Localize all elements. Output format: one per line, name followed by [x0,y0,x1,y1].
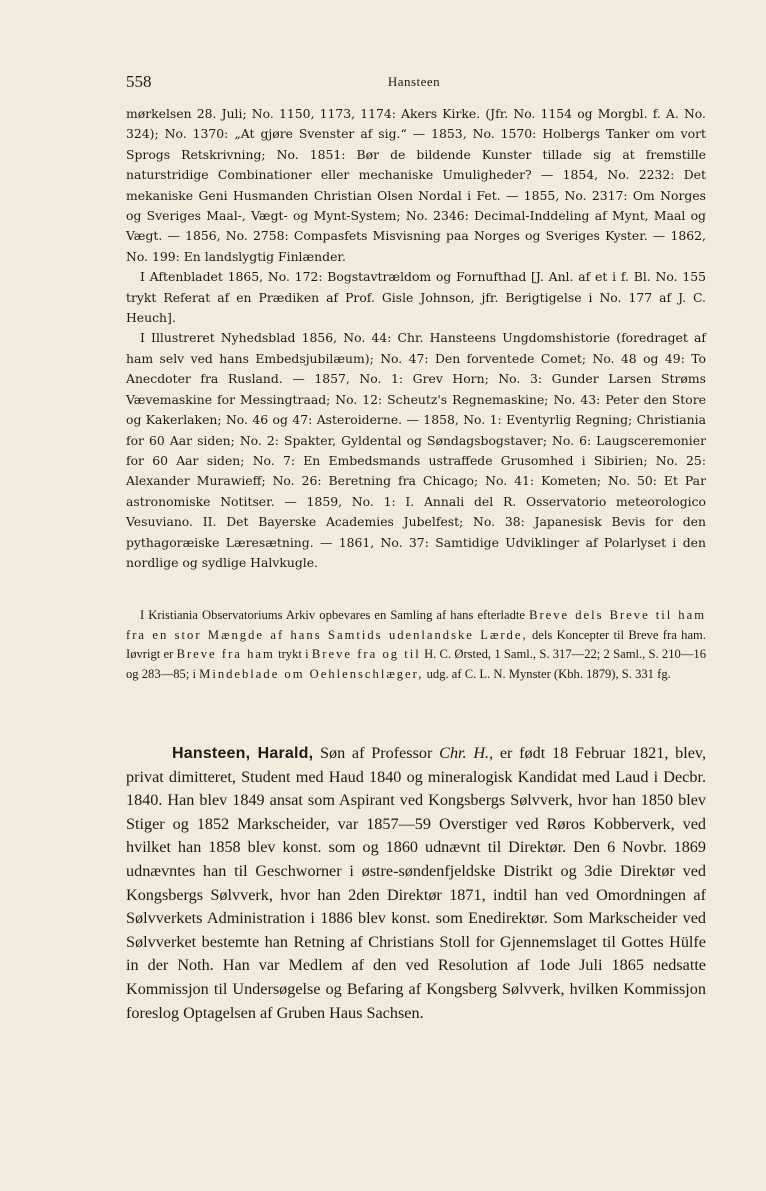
running-head: Hansteen [387,74,441,89]
note-spaced-text: Breve dels Breve til ham fra en stor Mængde af hans Samtids udenlandske Lærde, [126,608,706,642]
bio-text: , er født 18 Februar 1821, blev, privat dimitteret, Student med Haud 1840 og mineralogisk Kandidat med Laud i Decbr. 1840. Han blev 1849 ansat som Aspirant ved Kongsbergs Sølvverk, hvor han 1850 blev Stiger og 1852 Markscheider, var 1857—59 Overstiger ved Røros Kobberverk, ved hvilket han 1858 blev konst. som og 1860 udnævnt til Direktør. Den 6 Novbr. 1869 udnævntes han til Geschworner i østre-søndenfjeldske Distrikt og 3die Direktør ved Kongsbergs Sølvverk, hvor han 2den Direktør 1871, indtil han ved Omordningen af Sølvverkets Administration i 1886 blev konst. som Enedirektør. Som Markscheider ved Sølvverket bestemte han Retning af Christians Stoll for Gjennemslaget til Gottes Hülfe in der Noth. Han var Medlem af den ved Resolution af 1ode Juli 1865 nedsatte Kommissjon til Undersøgelse og Befaring af Kongsberg Sølvverk, hvilken Kommissjon foreslog Optagelsen af Gruben Haus Sachsen. [126,744,707,1022]
note-text: I Kristiania Observatoriums Arkiv opbevares en Samling af hans efterladte [140,608,525,622]
page-number: 558 [126,72,152,91]
entry-name: Hansteen, Harald, [172,745,314,762]
note-text: udg. af C. L. N. Mynster (Kbh. 1879), S. 331 fg. [426,666,671,681]
bio-italic: Chr. H. [439,744,490,762]
bibliography-paragraph: mørkelsen 28. Juli; No. 1150, 1173, 1174: Akers Kirke. (Jfr. No. 1154 og Morgbl. f. A. No. 324); No. 1370: „At gjøre Svenster af sig.“ — 1853, No. 1570: Holbergs Tanker om vort Sprogs Retskrivning; No. 1851: Bør de bildende Kunster tillade sig at fremstille naturstridige Combinationer eller mechaniske Umuligheder? — 1854, No. 2232: Det mekaniske Geni Husmanden Christian Olsen Nordal i Fet. — 1855, No. 2317: Om Norges og Sveriges Maal-, Vægt- og Mynt-System; No. 2346: Decimal-Inddeling af Mynt, Maal og Vægt. — 1856, No. 2758: Compasfets Misvisning paa Norges og Sveriges Kyster. — 1862, No. 199: En landslygtig Finlænder. [126,106,706,264]
archive-note [126,606,706,684]
note-spaced-text: Breve fra og til [311,647,421,662]
bibliography-paragraph: I Aftenbladet 1865, No. 172: Bogstavtrældom og Fornufthad [J. Anl. af et i f. Bl. No. 155 trykt Referat af en Prædiken af Prof. Gisle Johnson, jfr. Berigtigelse i No. 177 af J. C. Heuch]. [126,269,706,326]
bibliography-paragraph: I Illustreret Nyhedsblad 1856, No. 44: Chr. Hansteens Ungdomshistorie (foredraget af ham selv ved hans Embedsjubilæum); No. 47: Den forventede Comet; No. 48 og 49: To Anecdoter fra Rusland. — 1857, No. 1: Grev Horn; No. 3: Gunder Larsen Strøms Vævemaskine for Messingtraad; No. 12: Scheutz's Regnemaskine; No. 43: Peter den Store og Kakerlaken; No. 46 og 47: Asteroiderne. — 1858, No. 1: Eventyrlig Regning; Christiania for 60 Aar siden; No. 2: Spakter, Gyldental og Søndagsbogstaver; No. 6: Laugsceremonier for 60 Aar siden; No. 7: En Embedsmands ustraffede Grusomhed i Sibirien; No. 25: Alexander Murawieff; No. 26: Beretning fra Chicago; No. 41: Kometen; No. 50: Et Par astronomiske Notitser. — 1859, No. 1: I. Annali del R. Osservatorio meteorologico Vesuviano. II. Det Bayerske Academies Jubelfest; No. 38: Japanesisk Bevis for den pythagoræiske Læresætning. — 1861, No. 37: Samtidige Udviklinger af Polarlyset i den nordlige og sydlige Halvkugle. [126,330,706,570]
note-text: H. C. Ørsted, 1 Saml., S. 317—22; 2 Saml., S. 210—16 og 283—85; i [126,647,707,681]
note-spaced-text: Breve fra ham [176,647,275,662]
note-text: trykt i [278,647,309,662]
note-spaced-text: Mindeblade om Oehlenschlæger, [199,666,424,681]
page-header [126,72,702,96]
biography-paragraph [126,742,706,1025]
note-text: dels Koncepter til Breve fra ham. Iøvrigt er [126,627,706,662]
bio-text: Søn af Professor [320,744,433,762]
bibliography-fraktur [126,104,706,573]
biography-entry [126,742,706,1025]
